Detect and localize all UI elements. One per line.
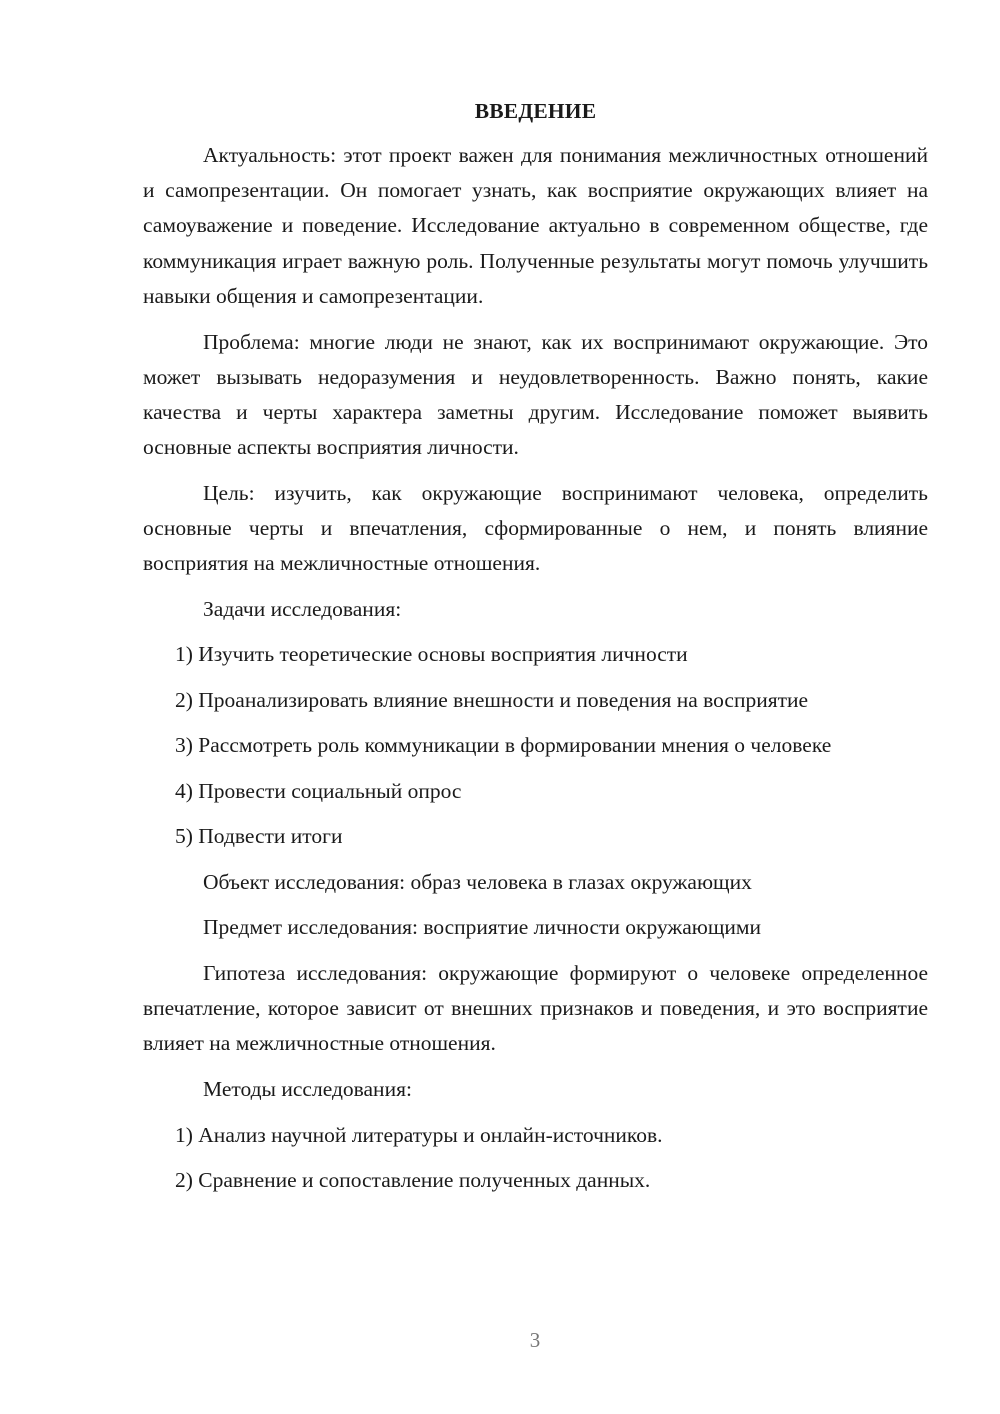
method-item: 1) Анализ научной литературы и онлайн-источников. bbox=[175, 1122, 663, 1147]
paragraph-relevance: Актуальность: этот проект важен для понимания межличностных отношений и самопрезентации. Он помогает узнать, как восприятие окружающих влияет на самоуважение и поведение. Исследование актуально в современном обществе, где коммуникация играет важную роль. Полученные результаты могут помочь улучшить навыки общения и самопрезентации. bbox=[143, 143, 928, 308]
tasks-heading: Задачи исследования: bbox=[203, 596, 402, 621]
document-page bbox=[143, 96, 928, 1209]
paragraph-problem: Проблема: многие люди не знают, как их воспринимают окружающие. Это может вызывать недоразумения и неудовлетворенность. Важно понять, какие качества и черты характера заметны другим. Исследование поможет выявить основные аспекты восприятия личности. bbox=[143, 329, 928, 460]
task-item: 1) Изучить теоретические основы восприятия личности bbox=[175, 642, 688, 667]
method-item: 2) Сравнение и сопоставление полученных данных. bbox=[175, 1168, 651, 1193]
page-number: 3 bbox=[529, 1328, 541, 1352]
paragraph-goal: Цель: изучить, как окружающие воспринимают человека, определить основные черты и впечатления, сформированные о нем, и понять влияние восприятия на межличностные отношения. bbox=[143, 480, 928, 576]
task-item: 4) Провести социальный опрос bbox=[175, 778, 462, 803]
section-heading: ВВЕДЕНИЕ bbox=[474, 99, 597, 123]
task-item: 2) Проанализировать влияние внешности и поведения на восприятие bbox=[175, 687, 809, 712]
research-subject: Предмет исследования: восприятие личности окружающими bbox=[203, 915, 762, 940]
task-item: 5) Подвести итоги bbox=[175, 824, 343, 849]
task-item: 3) Рассмотреть роль коммуникации в формировании мнения о человеке bbox=[175, 733, 832, 758]
research-object: Объект исследования: образ человека в глазах окружающих bbox=[203, 869, 752, 894]
paragraph-hypothesis: Гипотеза исследования: окружающие формируют о человеке определенное впечатление, которое зависит от внешних признаков и поведения, и это восприятие влияет на межличностные отношения. bbox=[143, 960, 928, 1056]
methods-heading: Методы исследования: bbox=[203, 1077, 412, 1102]
